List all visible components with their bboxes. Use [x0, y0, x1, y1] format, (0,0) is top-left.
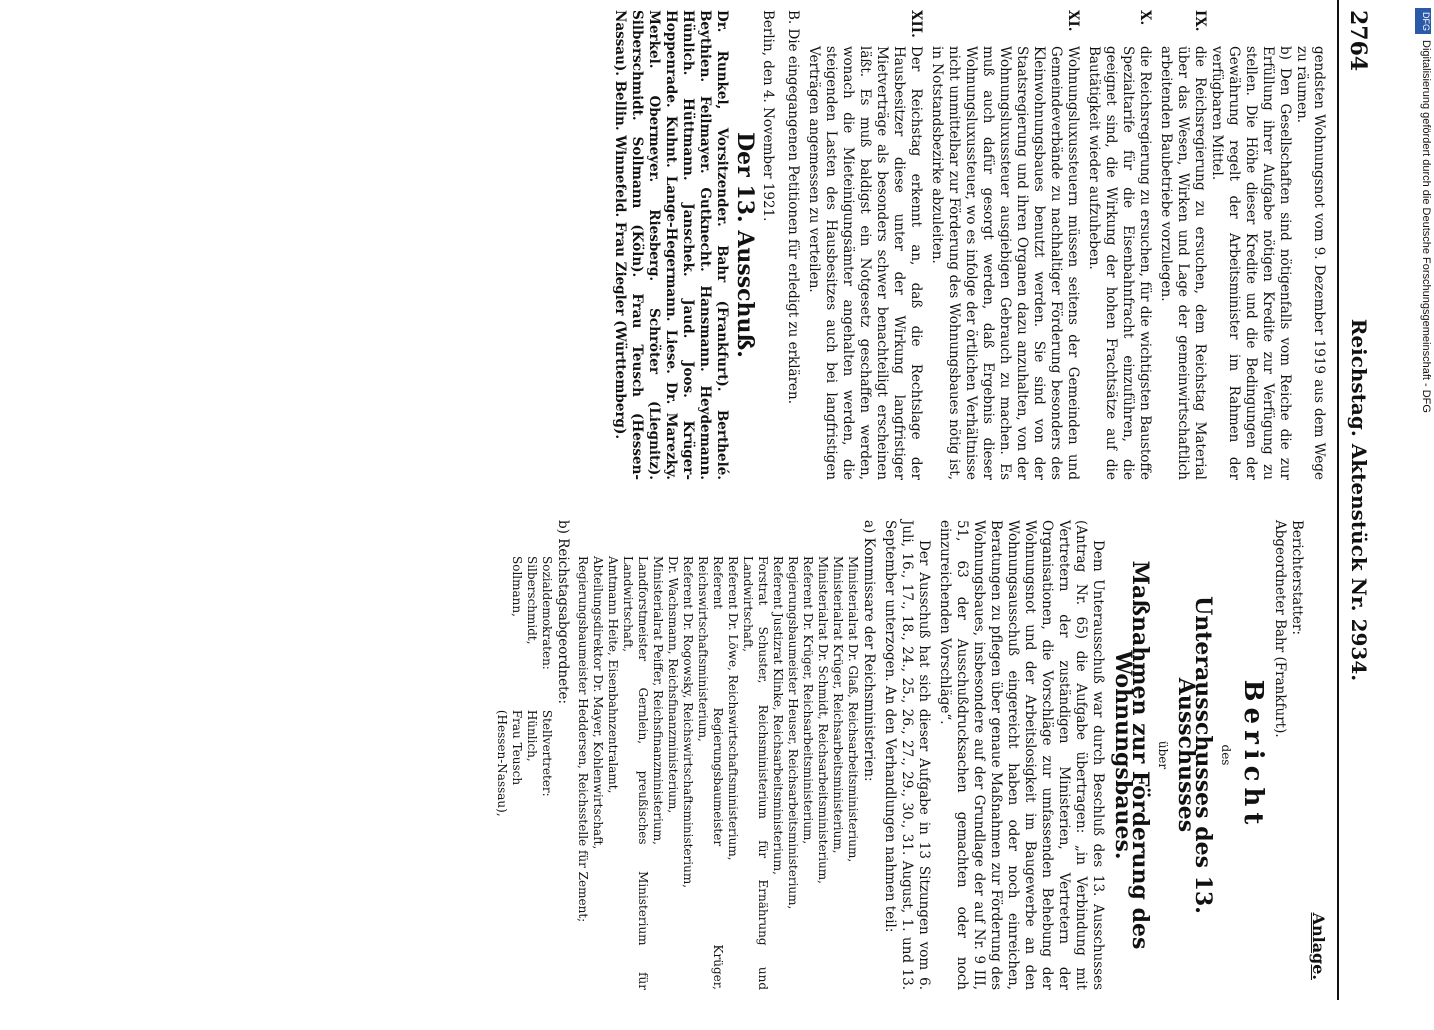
reporter-label: Berichterstatter:	[1289, 520, 1305, 636]
item-text: die Reichsregierung zu ersuchen, für die wichtigsten Baustoffe Spezialtarife für die Eisenbahnfracht einzuführen, die geeignet sind, die Wirkung der hohen Frachtsätze auf die Bautätigkeit wieder aufzuheben.	[1086, 46, 1153, 480]
digitization-sidebar	[1410, 10, 1432, 1000]
list-item: Regierungsbaumeister Heddersen, Reichsstelle für Zement;	[576, 556, 590, 923]
page-header	[1337, 0, 1379, 1000]
list-item: Ministerialrat Dr. Glaß, Reichsarbeitsministerium,	[846, 556, 860, 863]
right-column	[494, 520, 1327, 990]
section-b-label: b) Reichstagsabgeordnete:	[555, 520, 571, 705]
anlage-label: Anlage.	[1309, 912, 1328, 980]
list-item: Ministerialrat Peiffer, Reichsfinanzministerium,	[651, 556, 665, 845]
substitutes-label: Stellvertreter:	[540, 709, 554, 797]
paragraph-2: Der Ausschuß hat sich dieser Aufgabe in 13 Sitzungen vom 6. Juli, 16., 17., 18., 24., 25., 26., 27., 29., 30., 31. August, 1. und 13. September unterzogen. An den Verhandlungen nahmen teil:	[882, 520, 932, 990]
list-item: Forstrat Schuster, Reichsministerium für Ernährung und Landwirtschaft,	[741, 556, 770, 990]
item-number: XII.	[908, 10, 924, 38]
list-item: Referent Dr. Löwe, Reichswirtschaftsministerium,	[726, 556, 740, 861]
deputies-block	[494, 556, 554, 990]
list-item: Amtmann Heite, Eisenbahnzentralamt,	[606, 556, 620, 794]
deputies-label: Sozialdemokraten:	[540, 556, 554, 670]
date-line: Berlin, den 4. November 1921.	[760, 10, 776, 222]
substitutes-group	[494, 710, 554, 817]
substitute-name: Hünlich,	[525, 709, 539, 762]
intro-text: gendsten Wohnungsnot vom 9. Dezember 1919 aus dem Wege zu räumen.	[1294, 46, 1327, 480]
list-item	[928, 10, 1081, 480]
digitization-note: Digitalisierung gefördert durch die Deutsche Forschungsgemeinschaft - DFG	[1420, 40, 1432, 413]
petitions-item: B. Die eingegangenen Petitionen für erledigt zu erklären.	[785, 10, 801, 405]
title-des: des	[1219, 744, 1233, 766]
list-item: Dr. Wachsmann, Reichsfinanzministerium,	[666, 556, 680, 814]
list-item: Referent Dr. Rogowsky, Reichswirtschaftsministerium,	[681, 556, 695, 889]
page-number: 2764	[1345, 10, 1371, 72]
deputy-name: Silberschmidt,	[525, 556, 539, 645]
item-number: IX.	[1192, 10, 1208, 32]
item-number: X.	[1137, 10, 1153, 26]
item-text: die Reichsregierung zu ersuchen, dem Reichstag Material über das Wesen, Wirken und Lage der gemeinwirtschaftlich arbeitenden Baubetriebe vorzulegen.	[1158, 46, 1208, 480]
paragraph-1: Dem Unterausschuß war durch Beschluß des 13. Ausschusses (Antrag Nr. 65) die Aufgabe übertragen: „in Verbindung mit Vertretern der zuständigen Ministerien, Vertretern der Organisationen, die Vorschläge zur umfassenden Behebung der Wohnungsnot und der Arbeitslosigkeit im Baugewerbe an den Wohnungsausschuß eingereicht haben oder noch einreichen, Beratungen zu pflegen über genaue Maßnahmen zur Förderung des Wohnungsbaues, insbesondere auf der Grundlage der auf Nr. 9 III, 51, 63 der Ausschußdrucksachen gemachten oder noch einzureichenden Vorschläge“.	[937, 520, 1106, 990]
list-item: Abteilungsdirektor Dr. Mayer, Kohlenwirtschaft,	[591, 556, 605, 850]
dfg-logo: DFG	[1415, 8, 1431, 34]
list-item: Ministerialrat Krüger, Reichsarbeitsministerium,	[831, 556, 845, 854]
reporter-name: Abgeordneter Bahr (Frankfurt).	[1272, 520, 1288, 738]
title-ueber: über	[1156, 740, 1170, 770]
deputies-group	[494, 556, 554, 670]
list-item: Ministerialrat Dr. Schmidt, Reichsarbeitsministerium,	[816, 556, 830, 884]
list-item: Referent Dr. Krüger, Reichsarbeitsministerium,	[801, 556, 815, 845]
commissioner-list	[575, 556, 860, 990]
list-item: Landforstmeister Gernlein, preußisches Ministerium für Landwirtschaft,	[621, 556, 650, 990]
item-number: XI.	[1065, 10, 1081, 32]
left-column	[611, 10, 1327, 480]
deputy-name: Sollmann,	[510, 556, 524, 617]
list-item	[805, 10, 924, 480]
item-text: Der Reichstag erkennt an, daß die Rechtslage der Hausbesitzer diese unter der Wirkung langfristiger Mietverträge als besonders schwer benachteiligt erscheinen läßt. Es muß baldigst ein Notgesetz geschaffen werden, wonach die Mieteinigungsämter angehalten werden, die steigenden Lasten des Hausbesitzes auch bei langfristigen Verträgen angemessen zu verteilen.	[806, 46, 924, 480]
list-item	[1157, 10, 1208, 480]
committee-name: Unterausschusses des 13. Ausschusses	[1173, 596, 1216, 914]
item-text: Wohnungsluxussteuern müssen seitens der Gemeinden und Gemeindeverbände zu nachhaltiger Förderung besonders des Kleinwohnungsbaues benutzt werden. Sie sind von der Staatsregierung und ihren Organen dazu anzuhalten, von der Wohnungsluxussteuer ausgiebigen Gebrauch zu machen. Es muß auch dafür gesorgt werden, daß Ergebnis dieser Wohnungsluxussteuer, wo es infolge der örtlichen Verhältnisse nicht unmittelbar zur Förderung des Wohnungsbaues nötig ist, in Notstandsbezirke abzuleiten.	[929, 46, 1081, 480]
list-item	[1085, 10, 1153, 480]
substitute-name: (Hessen-Nassau),	[495, 709, 509, 817]
list-item: Regierungsbaumeister Heuser, Reichsarbeitsministerium,	[786, 556, 800, 910]
report-title: Bericht	[1238, 679, 1268, 831]
substitute-name: Frau Teusch	[510, 709, 524, 786]
page-title: Reichstag. Aktenstück Nr. 2934.	[1347, 318, 1371, 682]
item-b-text: b) Den Gesellschaften sind nötigenfalls vom Reiche die zur Erfüllung ihrer Aufgabe nötigen Kredite zur Verfügung zu stellen. Die Höhe dieser Kredite und die Bedingungen der Gewährung regelt der Arbeitsminister im Rahmen der verfügbaren Mittel.	[1209, 46, 1293, 480]
report-subject: Maßnahmen zur Förderung des Wohnungsbaues.	[1110, 560, 1153, 950]
committee-members: Dr. Runkel, Vorsitzender. Bahr (Frankfurt). Berthelé. Beythien. Feilmayer. Gutknecht. Hansmann. Heydemann. Hünlich. Hüttmann. Janschek. Jaud. Joos. Krüger-Hoppenrade. Kuhnt. Lange-Hegermann. Liese. Dr. Marezky. Merkel. Obermeyer. Riesberg. Schröter (Liegnitz). Silberschmidt. Sollmann (Köln). Frau Teusch (Hessen-Nassau). Bellin. Winnefeld. Frau Ziegler (Württemberg).	[612, 10, 730, 480]
section-a-label: a) Kommissare der Reichsministerien:	[861, 520, 877, 782]
list-item: Referent Justizrat Klinke, Reichsarbeitsministerium,	[771, 556, 785, 875]
rotated-page	[47, 0, 1387, 1000]
list-item: Referent Regierungsbaumeister Krüger, Reichswirtschaftsministerium,	[696, 556, 725, 990]
committee-title: Der 13. Ausschuß.	[732, 132, 758, 358]
